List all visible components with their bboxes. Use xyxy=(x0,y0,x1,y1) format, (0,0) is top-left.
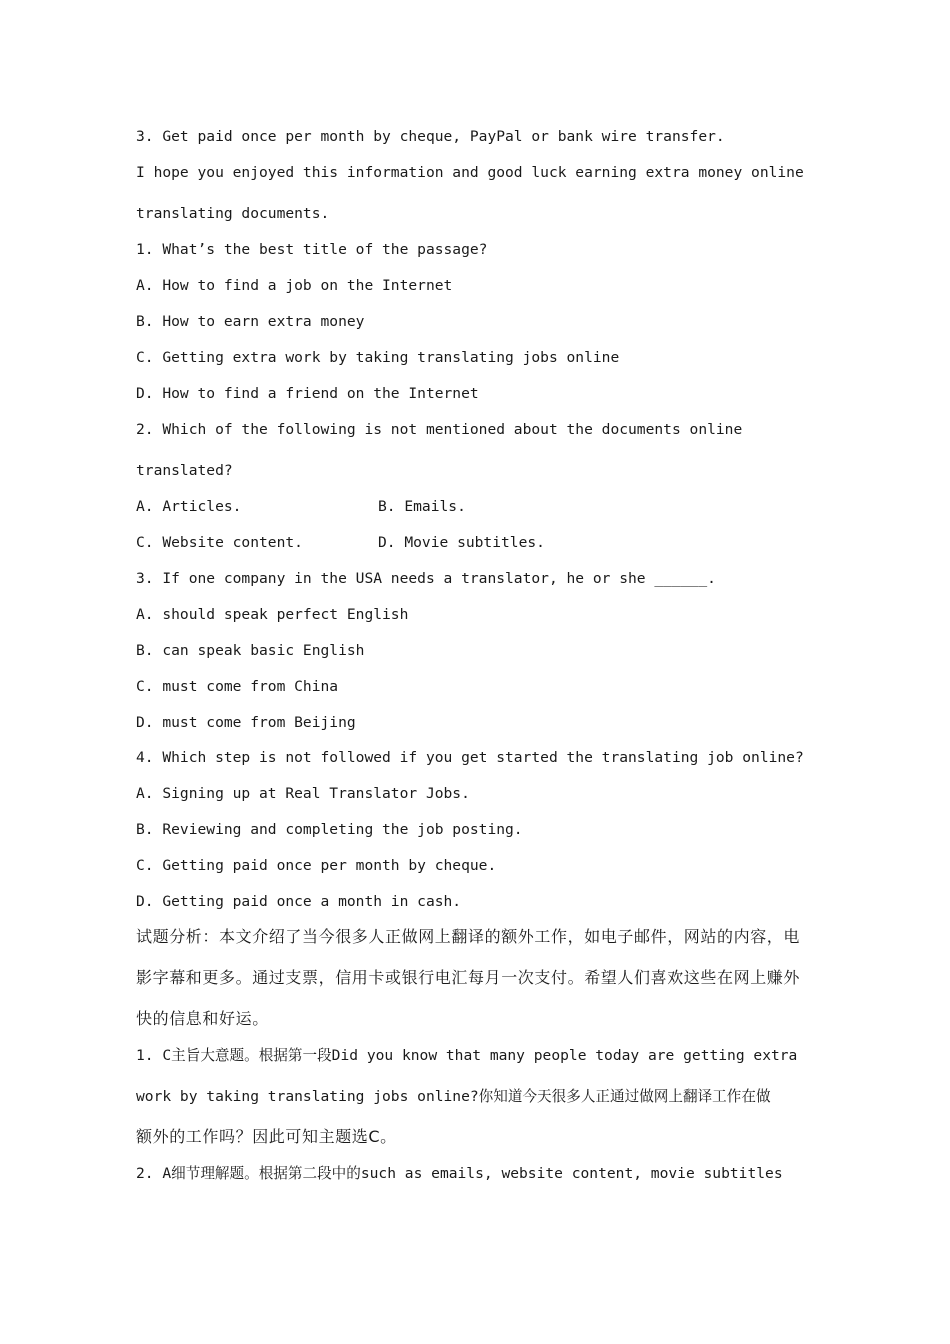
text-line-closing-2: translating documents. xyxy=(136,205,330,222)
question-2-option-a: A. Articles. xyxy=(136,498,242,515)
question-2-option-c: C. Website content. xyxy=(136,534,303,551)
question-4: 4. Which step is not followed if you get started the translating job online? xyxy=(136,749,804,766)
question-2-option-b: B. Emails. xyxy=(378,498,466,515)
question-1-option-c: C. Getting extra work by taking translating jobs online xyxy=(136,349,620,366)
question-3-option-b: B. can speak basic English xyxy=(136,642,365,659)
question-4-option-d: D. Getting paid once a month in cash. xyxy=(136,893,462,910)
question-2: 2. Which of the following is not mentioned about the documents online xyxy=(136,421,743,438)
text-line-step-3: 3. Get paid once per month by cheque, PayPal or bank wire transfer. xyxy=(136,128,725,145)
question-4-option-b: B. Reviewing and completing the job posting. xyxy=(136,821,523,838)
answer-1-line-2: work by taking translating jobs online?你知道今天很多人正通过做网上翻译工作在做 xyxy=(136,1088,771,1105)
question-4-option-c: C. Getting paid once per month by cheque. xyxy=(136,857,497,874)
question-3-option-c: C. must come from China xyxy=(136,678,339,695)
analysis-line-1: 试题分析：本文介绍了当今很多人正做网上翻译的额外工作，如电子邮件，网站的内容，电 xyxy=(136,927,801,946)
text-line-closing-1: I hope you enjoyed this information and good luck earning extra money online xyxy=(136,164,804,181)
question-2-option-d: D. Movie subtitles. xyxy=(378,534,545,551)
question-1-option-a: A. How to find a job on the Internet xyxy=(136,277,453,294)
analysis-line-2: 影字幕和更多。通过支票，信用卡或银行电汇每月一次支付。希望人们喜欢这些在网上赚外 xyxy=(136,968,801,987)
answer-1-line-3: 额外的工作吗？因此可知主题选C。 xyxy=(136,1127,397,1146)
question-3-option-a: A. should speak perfect English xyxy=(136,606,409,623)
answer-2-line-1: 2. A细节理解题。根据第二段中的such as emails, website content, movie subtitles xyxy=(136,1165,783,1182)
question-1-option-d: D. How to find a friend on the Internet xyxy=(136,385,479,402)
question-1-option-b: B. How to earn extra money xyxy=(136,313,365,330)
question-4-option-a: A. Signing up at Real Translator Jobs. xyxy=(136,785,470,802)
analysis-line-3: 快的信息和好运。 xyxy=(136,1009,269,1028)
question-3-option-d: D. must come from Beijing xyxy=(136,714,356,731)
question-2-cont: translated? xyxy=(136,462,233,479)
question-3: 3. If one company in the USA needs a translator, he or she ______. xyxy=(136,570,716,587)
answer-1-line-1: 1. C主旨大意题。根据第一段Did you know that many people today are getting extra xyxy=(136,1047,798,1064)
question-1: 1. What’s the best title of the passage? xyxy=(136,241,488,258)
